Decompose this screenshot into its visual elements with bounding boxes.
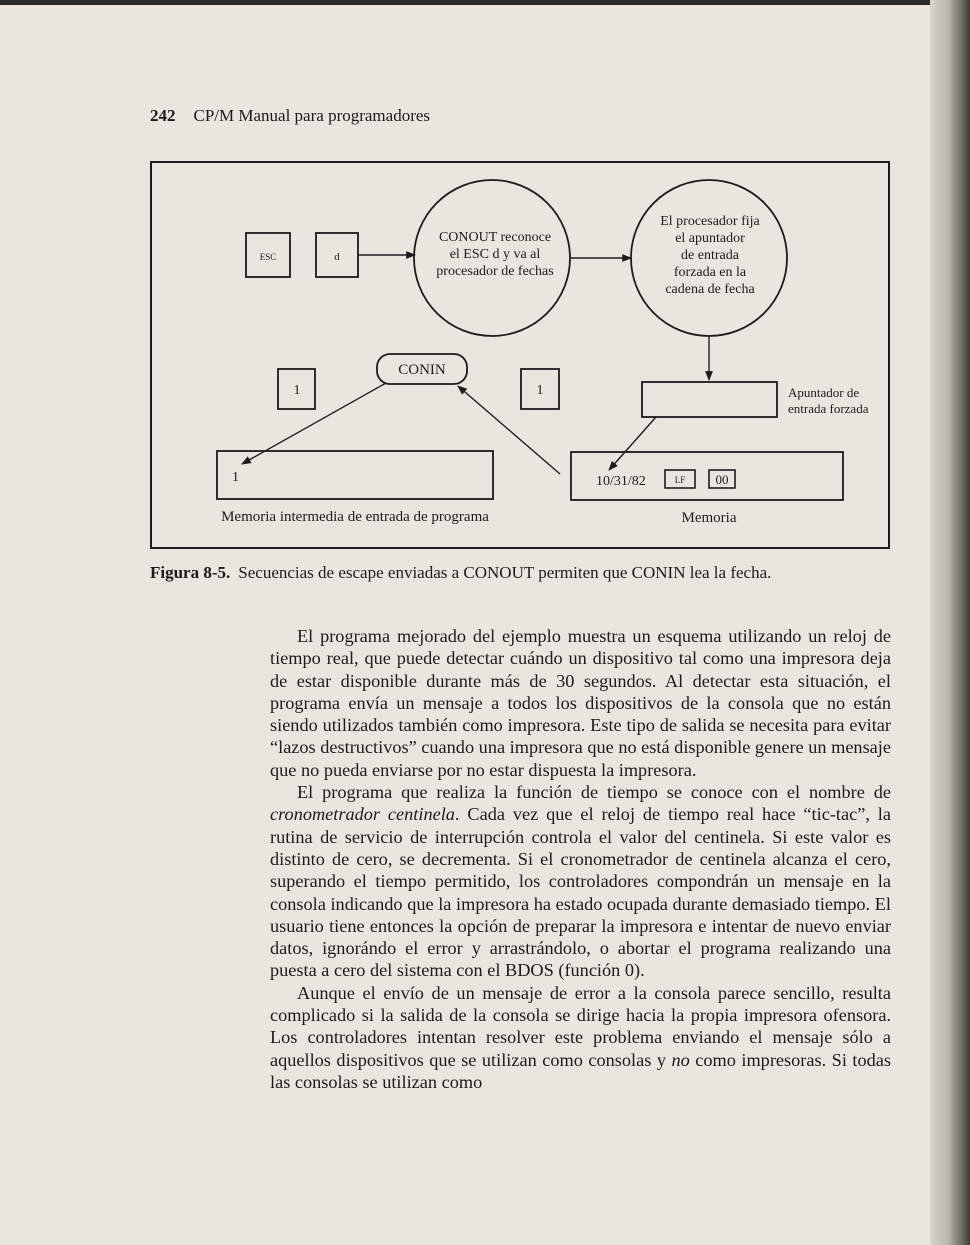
processor-circle-line-5: cadena de fecha (665, 282, 755, 297)
pointer-label-line-2: entrada forzada (788, 401, 869, 416)
figure-caption-label: Figura 8-5. (150, 563, 231, 582)
emphasis-cronometrador: cronometrador centinela (270, 804, 455, 825)
processor-circle-line-1: El procesador fija (660, 214, 760, 229)
figure-caption (150, 563, 771, 583)
running-header (150, 106, 430, 126)
page-top-edge (0, 0, 970, 5)
paragraph-3: Aunque el envío de un mensaje de error a la consola parece sencillo, resulta complicado si la salida de la consola se dirige hacia la propia impresora ofensora. Los controladores intentan resolver este problema enviando el mensaje sólo a aquellos dispositivos que se utilizan como consolas y no como impresoras. Si todas las consolas se utilizan como (270, 982, 892, 1092)
conin-label: CONIN (398, 362, 446, 378)
emphasis-no: no (671, 1049, 690, 1070)
right-one-box-value: 1 (536, 383, 544, 398)
arrow-pointer-to-memory (609, 417, 656, 470)
processor-circle-line-4: forzada en la (673, 265, 747, 280)
figure-caption-text: Secuencias de escape enviadas a CONOUT permiten que CONIN lea la fecha. (238, 563, 772, 582)
processor-circle-line-3: de entrada (681, 248, 739, 263)
figure-8-5-diagram (150, 161, 892, 551)
paragraph-2: El programa que realiza la función de tiempo se conoce con el nombre de cronometrador centinela. Cada vez que el reloj de tiempo real hace “tic-tac”, la rutina de servicio de interrupción controla el valor del centinela. Si este valor es distinto de cero, se decrementa. Si el cronometrador de centinela alcanza el cero, superando el tiempo permitido, los controladores compondrán un mensaje en la consola indicando que la impresora ha estado ocupada durante demasiado tiempo. El usuario tiene entonces la opción de preparar la impresora e intentar de nuevo enviar datos, ignorándo el error y arrastrándolo, o abortar el programa realizando una puesta a cero del sistema con el BDOS (función 0). (270, 782, 891, 981)
page-number: 242 (150, 106, 176, 125)
zero-zero-label: 00 (715, 472, 729, 487)
forced-input-pointer-box (642, 382, 777, 417)
arrow-memory-to-conin (458, 386, 560, 474)
lf-label: LF (674, 475, 686, 485)
esc-box-label: ESC (259, 252, 277, 262)
memory-date: 10/31/82 (596, 474, 646, 489)
conout-circle-line-3: procesador de fechas (436, 264, 554, 279)
conout-circle-line-2: el ESC d y va al (449, 247, 541, 262)
pointer-label-line-1: Apuntador de (788, 385, 860, 400)
buffer-value: 1 (232, 470, 239, 485)
d-box-label: d (334, 251, 340, 263)
processor-circle-line-2: el apuntador (675, 231, 745, 246)
book-gutter-shadow (930, 0, 970, 1245)
memory-caption: Memoria (681, 510, 737, 526)
body-text (270, 625, 891, 1093)
paragraph-1: El programa mejorado del ejemplo muestra un esquema utilizando un reloj de tiempo real, que puede detectar cuándo un dispositivo tal como una impresora deja de estar disponible durante más de 30 segundos. Al detectar esta situación, el programa envía un mensaje a todos los dispositivos de la consola que no están siendo utilizados también como impresora. Este tipo de salida se necesita para evitar “lazos destructivos” cuando una impresora que no está disponible genere un mensaje que no pueda enviarse por no estar dispuesta la impresora. (270, 626, 891, 780)
figure-frame (151, 162, 889, 548)
conout-circle-line-1: CONOUT reconoce (438, 230, 552, 245)
left-one-box-value: 1 (293, 383, 301, 398)
buffer-caption: Memoria intermedia de entrada de programa (221, 509, 489, 525)
running-title: CP/M Manual para programadores (193, 106, 431, 125)
program-input-buffer (217, 451, 493, 499)
